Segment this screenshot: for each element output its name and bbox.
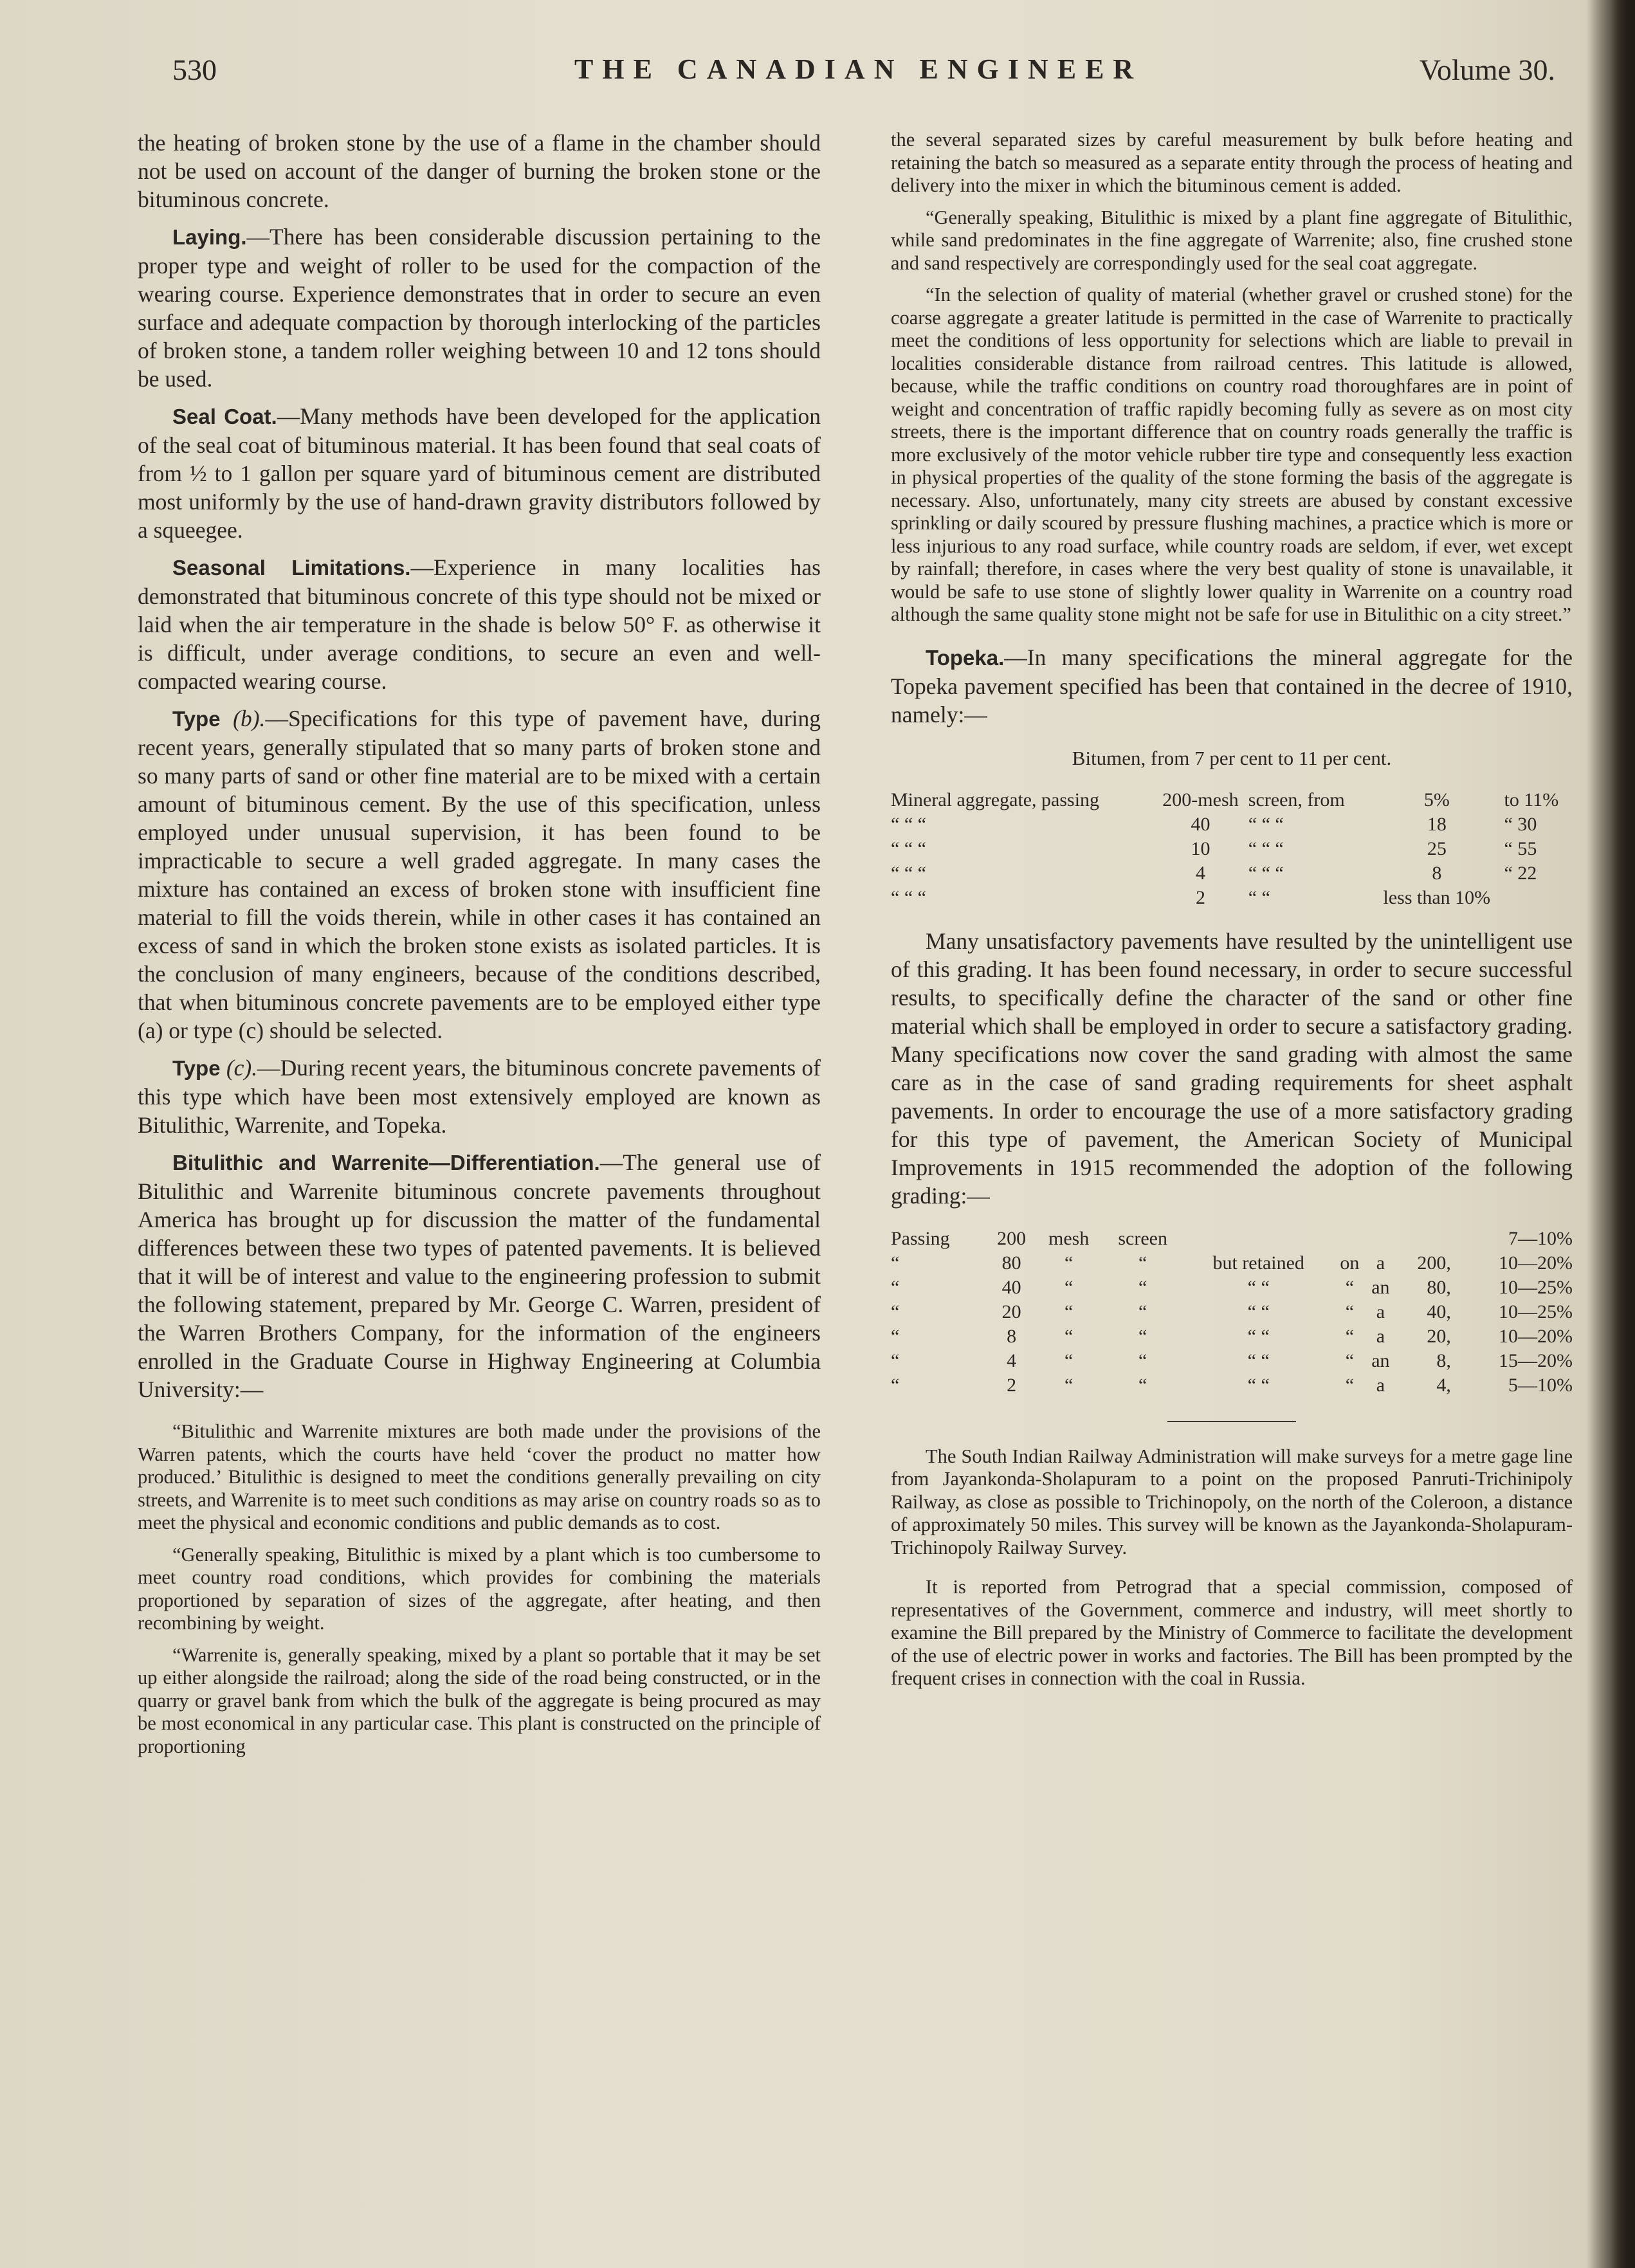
table-cell: “ <box>1064 1301 1073 1322</box>
table-cell <box>1396 1227 1451 1251</box>
table-cell: a <box>1376 1252 1385 1274</box>
section-heading: Seasonal Limitations. <box>172 556 411 580</box>
section-heading: Type <box>172 707 221 731</box>
table-cell: “ <box>891 1325 900 1347</box>
paragraph-seal-coat <box>138 402 821 544</box>
paragraph-text: —Many methods have been developed for the application of the seal coat of bituminous material. It has been found that seal coats of from ½ to 1 gallon per square yard of bituminous cement are distributed most uniformly by the use of hand-drawn gravity distributors followed by a squeegee. <box>138 403 821 543</box>
table-cell <box>1334 1227 1366 1251</box>
table-cell: “ “ <box>1247 1301 1270 1322</box>
table-cell: 8 <box>1007 1325 1017 1347</box>
table-cell: 80, <box>1427 1276 1451 1298</box>
table-cell <box>1366 1227 1396 1251</box>
table-cell: 8 <box>1432 862 1442 884</box>
table-cell: 5% <box>1423 789 1450 810</box>
table-cell: “ <box>1064 1252 1073 1274</box>
table-cell: “ “ “ <box>891 886 926 908</box>
table-cell: “ <box>891 1301 900 1322</box>
binding-shadow <box>1590 0 1635 2268</box>
table-cell: “ “ “ <box>1248 837 1284 859</box>
bitumen-line: Bitumen, from 7 per cent to 11 per cent. <box>1072 746 1392 769</box>
table-row <box>891 1227 1573 1251</box>
table-row <box>891 788 1573 812</box>
table-cell: a <box>1376 1325 1385 1347</box>
table-cell: on <box>1340 1252 1360 1274</box>
paragraph-laying <box>138 223 821 393</box>
quote-paragraph: “Bitulithic and Warrenite mixtures are both made under the provisions of the Warren patents, which the courts have held ‘cover the product no matter how produced.’ Bitulithic is designed to meet the conditions generally prevailing on city streets, and Warrenite is to meet such conditions as may arise on country roads so as to meet the physical and economic conditions and public demands as to cost. <box>138 1420 821 1533</box>
table-cell: “ <box>891 1349 900 1371</box>
table-cell: “ <box>1064 1374 1073 1396</box>
table-cell: “ “ “ <box>891 862 926 884</box>
table-row <box>891 861 1573 886</box>
table-cell: “ <box>1345 1325 1355 1347</box>
table-cell: 2 <box>1195 886 1205 908</box>
section-heading: Laying. <box>172 225 247 249</box>
table-cell: “ “ <box>1247 1374 1270 1396</box>
paragraph-text: —The general use of Bitulithic and Warrenite bituminous concrete pavements throughout America has brought up for discussion the matter of the fundamental differences between these two types of patented pavements. It is believed that it will be of interest and value to the engineering profession to submit the following statement, prepared by Mr. George C. Warren, president of the Warren Brothers Company, for the information of the engineers enrolled in the Graduate Course in Highway Engineering at Columbia University:— <box>138 1149 821 1402</box>
table-cell: “ <box>1345 1374 1355 1396</box>
table-cell <box>1504 886 1573 910</box>
left-column <box>138 129 821 1758</box>
paragraph-seasonal <box>138 553 821 695</box>
table-cell: 2 <box>1007 1374 1017 1396</box>
table-cell: “ <box>1064 1276 1073 1298</box>
table-cell: “ “ <box>1247 1349 1270 1371</box>
table-cell: “ <box>1138 1252 1147 1274</box>
table-cell: to 11% <box>1504 789 1559 810</box>
table-cell: 10—25% <box>1499 1301 1573 1322</box>
quote-paragraph: “In the selection of quality of material (whether gravel or crushed stone) for the coarse aggregate a greater latitude is permitted in the case of Warrenite to practically meet the conditions of less opportunity for selections which are liable to prevail in localities considerable distance from railroad centres. This latitude is allowed, because, while the traffic conditions on country road thoroughfares are in point of weight and concentration of traffic rapidly becoming fully as severe as on most city streets, there is the important difference that on country roads generally the traffic is more exclusively of the motor vehicle rubber tire type and consequently less exaction in physical properties of the quality of the stone forming the basis of the aggregate is necessary. Also, unfortunately, many city streets are abused by constant excessive sprinkling or daily scoured by pressure flushing machines, a practice which is more or less injurious to any road surface, while country roads are seldom, if ever, wet except by rainfall; therefore, in cases where the very best quality of stone is unavailable, it would be safe to use stone of slightly lower quality in Warrenite on a country road although the same quality stone might not be safe for use in Bitulithic on a city street.” <box>891 284 1573 625</box>
table-row <box>891 1276 1573 1300</box>
paragraph-text: —Experience in many localities has demonstrated that bituminous concrete of this type should not be mixed or laid when the air temperature in the shade is below 50° F. as otherwise it is difficult, under average conditions, to secure an even and well-compacted wearing course. <box>138 554 821 694</box>
table-cell: “ <box>891 1374 900 1396</box>
quote-paragraph: the several separated sizes by careful measurement by bulk before heating and retaining the batch so measured as a separate entity through the process of heating and delivery into the mixer in which the bituminous cement is added. <box>891 129 1573 196</box>
running-header <box>172 53 1555 98</box>
table-cell: 7—10% <box>1508 1227 1573 1249</box>
table-cell: 4, <box>1436 1374 1451 1396</box>
table-cell: “ <box>891 1252 900 1274</box>
table-cell: “ <box>1138 1276 1147 1298</box>
paragraph-topeka <box>891 643 1573 729</box>
table-cell: “ <box>1345 1301 1355 1322</box>
paragraph-text: —There has been considerable discussion pertaining to the proper type and weight of roller to be used for the compaction of the wearing course. Experience demonstrates that in order to secure an even surface and adequate compaction by thorough interlocking of the particles of broken stone, a tandem roller weighing between 10 and 12 tons should be used. <box>138 224 821 392</box>
quote-paragraph: “Generally speaking, Bitulithic is mixed by a plant fine aggregate of Bitulithic, while sand predominates in the fine aggregate of Warrenite; also, fine crushed stone and sand respectively are correspondingly used for the seal coat aggregate. <box>891 206 1573 274</box>
news-item: It is reported from Petrograd that a special commission, composed of representatives of the Government, commerce and industry, will meet shortly to examine the Bill prepared by the Ministry of Commerce to facilitate the development of the use of electric power in works and factories. The Bill has been prompted by the frequent crises in connection with the coal in Russia. <box>891 1576 1573 1689</box>
paragraph-type-b <box>138 704 821 1045</box>
volume-label: Volume 30. <box>1419 53 1555 86</box>
table-cell: “ “ <box>1247 1325 1270 1347</box>
table-row <box>891 837 1573 861</box>
table-cell: a <box>1376 1374 1385 1396</box>
table-cell: mesh <box>1048 1227 1090 1249</box>
section-heading: Seal Coat. <box>172 405 277 428</box>
type-letter: (c). <box>226 1055 258 1081</box>
table-cell: “ <box>891 1276 900 1298</box>
table-cell: 10 <box>1191 837 1210 859</box>
table-cell: “ “ <box>1248 886 1270 908</box>
table-cell: a <box>1376 1301 1385 1322</box>
table-cell: 40 <box>1001 1276 1021 1298</box>
table-row <box>891 1251 1573 1276</box>
table-cell: 4 <box>1195 862 1205 884</box>
table-cell: “ <box>1138 1374 1147 1396</box>
quote-paragraph: “Generally speaking, Bitulithic is mixed by a plant which is too cumbersome to meet country road conditions, which provides for combining the materials proportioned by separation of sizes of the aggregate, after heating, and then recombining by weight. <box>138 1543 821 1634</box>
table-cell: Passing <box>891 1227 950 1249</box>
paragraph-type-c <box>138 1054 821 1139</box>
table-cell: less than 10% <box>1383 886 1491 908</box>
table-cell: “ 30 <box>1504 813 1537 835</box>
table-cell: 15—20% <box>1499 1349 1573 1371</box>
table-cell: 8, <box>1436 1349 1451 1371</box>
asmi-grading-table <box>891 1227 1573 1398</box>
table-cell: screen, from <box>1248 789 1345 810</box>
table-cell <box>1183 1227 1334 1251</box>
right-column <box>891 129 1573 1690</box>
table-cell: “ 55 <box>1504 837 1537 859</box>
table-cell: 200-mesh <box>1162 789 1239 810</box>
table-cell: “ “ “ <box>891 837 926 859</box>
table-cell: 80 <box>1001 1252 1021 1274</box>
table-row <box>891 1373 1573 1398</box>
news-item: The South Indian Railway Administration will make surveys for a metre gage line from Jayankonda-Sholapuram to a point on the proposed Panruti-Trichinipoly Railway, as close as possible to Trichinopoly, on the north of the Coleroon, a distance of approximately 50 miles. This survey will be known as the Jayankonda-Sholapuram-Trichinopoly Railway Survey. <box>891 1445 1573 1559</box>
table-cell: screen <box>1118 1227 1167 1249</box>
table-cell: “ “ “ <box>1248 862 1284 884</box>
table-row <box>891 812 1573 837</box>
table-row <box>891 1349 1573 1373</box>
table-cell: 10—20% <box>1499 1252 1573 1274</box>
topeka-grading-table <box>891 788 1573 910</box>
journal-title: THE CANADIAN ENGINEER <box>574 53 1143 85</box>
table-cell: 20, <box>1427 1325 1451 1347</box>
table-row <box>891 886 1573 910</box>
table-cell: “ 22 <box>1504 862 1537 884</box>
table-cell: 18 <box>1427 813 1447 835</box>
section-divider <box>1167 1421 1296 1422</box>
page-number: 530 <box>172 53 217 86</box>
table-cell: 4 <box>1007 1349 1017 1371</box>
table-cell: 10—25% <box>1499 1276 1573 1298</box>
paragraph-text: —During recent years, the bituminous concrete pavements of this type which have been most extensively employed are known as Bitulithic, Warrenite, and Topeka. <box>138 1055 821 1138</box>
table-row <box>891 1300 1573 1324</box>
paragraph-text: —Specifications for this type of pavement have, during recent years, generally stipulated that so many parts of broken stone and so many parts of sand or other fine material are to be mixed with a certain amount of bituminous cement. By the use of this specification, unless employed under unusual supervision, it has been found to be impracticable to secure a well graded aggregate. In many cases the mixture has contained an excess of broken stone with insufficient fine material to fill the voids therein, while in other cases it has contained an excess of sand in which the broken stone exists as isolated particles. It is the conclusion of many engineers, because of the conditions described, that when bituminous concrete pavements are to be employed either type (a) or type (c) should be selected. <box>138 706 821 1043</box>
table-cell: 40, <box>1427 1301 1451 1322</box>
table-cell: 200 <box>997 1227 1027 1249</box>
paragraph-text: —In many specifications the mineral aggregate for the Topeka pavement specified has been that contained in the decree of 1910, namely:— <box>891 644 1573 727</box>
table-row <box>891 1324 1573 1349</box>
table-cell: 200, <box>1417 1252 1451 1274</box>
table-cell: 20 <box>1001 1301 1021 1322</box>
table-cell: “ “ “ <box>1248 813 1284 835</box>
table-cell: “ “ “ <box>891 813 926 835</box>
table-cell: “ <box>1064 1325 1073 1347</box>
section-heading: Type <box>172 1056 221 1080</box>
table-cell: Mineral aggregate, passing <box>891 789 1100 810</box>
table-cell: 25 <box>1427 837 1447 859</box>
quote-paragraph: “Warrenite is, generally speaking, mixed by a plant so portable that it may be set up either alongside the railroad; along the side of the road being constructed, or in the quarry or gravel bank from which the bulk of the aggregate is being procured as may be most economical in any particular case. This plant is constructed on the principle of proportioning <box>138 1643 821 1757</box>
table-cell: 10—20% <box>1499 1325 1573 1347</box>
table-cell: 5—10% <box>1508 1374 1573 1396</box>
table-cell: “ “ <box>1247 1276 1270 1298</box>
table-cell: “ <box>1345 1349 1355 1371</box>
table-cell: “ <box>1064 1349 1073 1371</box>
section-heading: Topeka. <box>926 645 1005 670</box>
paragraph: the heating of broken stone by the use of a flame in the chamber should not be used on account of the danger of burning the broken stone or the bituminous concrete. <box>138 130 821 212</box>
table-cell: “ <box>1345 1276 1355 1298</box>
table-cell: an <box>1371 1349 1390 1371</box>
table-cell: but retained <box>1212 1252 1304 1274</box>
paragraph: Many unsatisfactory pavements have resulted by the unintelligent use of this grading. It has been found necessary, in order to secure successful results, to specifically define the character of the sand or other fine material which shall be employed in order to secure a satisfactory grading. Many specifications now cover the sand grading with almost the same care as in the case of sand grading requirements for sheet asphalt pavements. In order to encourage the use of a more satisfactory grading for this type of pavement, the American Society of Municipal Improvements in 1915 recommended the adoption of the following grading:— <box>891 928 1573 1209</box>
type-letter: (b). <box>233 706 266 731</box>
table-cell: 40 <box>1191 813 1210 835</box>
section-heading: Bitulithic and Warrenite—Differentiation. <box>172 1151 600 1175</box>
table-cell: “ <box>1138 1349 1147 1371</box>
paragraph-differentiation <box>138 1148 821 1404</box>
table-cell: “ <box>1138 1325 1147 1347</box>
table-cell: “ <box>1138 1301 1147 1322</box>
table-cell: an <box>1371 1276 1390 1298</box>
